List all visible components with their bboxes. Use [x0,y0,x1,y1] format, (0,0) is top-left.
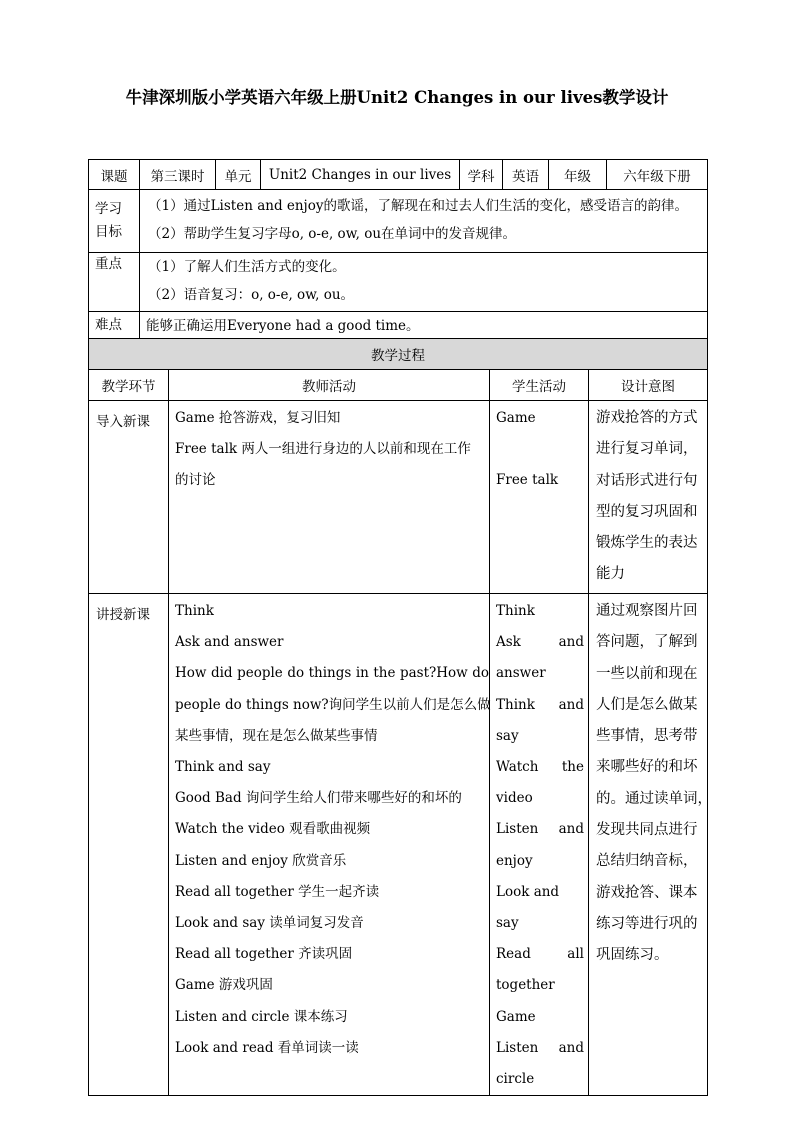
intent-cell [589,401,708,594]
objective-item: （2）帮助学生复习字母o, o-e, ow, ou在单词中的发音规律。 [148,226,517,242]
intent-line: 些事情，思考带 [596,728,698,745]
student-line: Ask and [496,634,584,651]
intent-line: 进行复习单词， [596,441,698,458]
intent-line: 巩固练习。 [596,947,669,964]
unit-label: 单元 [216,160,261,190]
intent-line: 的。通过读单词， [596,790,712,807]
stage-cell: 导入新课 [89,401,169,594]
header-teacher: 教师活动 [169,370,490,401]
teacher-line: Listen and enjoy 欣赏音乐 [175,852,347,869]
process-band-title: 教学过程 [89,339,708,370]
teaching-process-table [88,338,712,1096]
lesson-info-table [88,159,708,342]
header-student: 学生活动 [490,370,589,401]
student-line: circle [496,1071,535,1088]
teacher-activity-cell [169,594,490,1096]
teacher-line: Think and say [175,759,271,776]
teacher-line: Look and read 看单词读一读 [175,1039,359,1056]
student-line: answer [496,665,546,682]
intent-line: 一些以前和现在 [596,665,698,682]
student-line: Watch the [496,759,584,776]
objectives-content [140,190,708,253]
stage-cell: 讲授新课 [89,594,169,1096]
key-points-label [89,253,140,312]
student-line: Game [496,410,536,426]
teacher-line: Listen and circle 课本练习 [175,1008,348,1025]
teacher-line: Read all together 学生一起齐读 [175,883,380,900]
teacher-line: Read all together 齐读巩固 [175,946,353,963]
intent-line: 能力 [596,566,625,583]
table-row [89,401,708,594]
student-line: Free talk [496,472,559,489]
student-line: Think [496,603,535,619]
student-line: Listen and [496,1039,584,1056]
page-title: 牛津深圳版小学英语六年级上册Unit2 Changes in our lives教学设计 [125,88,669,107]
student-line-blank [496,434,584,465]
intent-line: 发现共同点进行 [596,822,698,839]
intent-line: 锻炼学生的表达 [596,535,698,552]
student-line: enjoy [496,852,533,869]
student-line: Game [496,1008,536,1025]
key-point-item: （2）语音复习：o, o-e, ow, ou。 [148,287,355,303]
course-value: 第三课时 [140,160,216,190]
student-activity-cell [490,594,589,1096]
difficulty-content [140,312,708,342]
student-line: Read all [496,946,584,963]
teacher-activity-cell [169,401,490,594]
student-line: video [496,790,533,807]
grade-label: 年级 [549,160,607,190]
teacher-line: Game 抢答游戏，复习旧知 [175,410,341,426]
objective-item: （1）通过Listen and enjoy的歌谣，了解现在和过去人们生活的变化，感受语言的韵律。 [148,198,688,214]
subject-label: 学科 [460,160,503,190]
teacher-line: 某些事情，现在是怎么做某些事情 [175,727,378,744]
student-line: Listen and [496,821,584,838]
teacher-line: Think [175,603,214,619]
intent-line: 游戏抢答、课本 [596,884,698,901]
difficulty-label [89,312,140,342]
difficulty-label-text: 难点 [95,317,122,333]
student-line: together [496,977,555,994]
intent-line: 人们是怎么做某 [596,696,698,713]
objectives-label-line-1: 学习 [95,201,122,217]
intent-line: 对话形式进行句 [596,472,698,489]
intent-line: 总结归纳音标， [596,853,698,870]
header-stage: 教学环节 [89,370,169,401]
student-activity-cell [490,401,589,594]
teacher-line: Good Bad 询问学生给人们带来哪些好的和坏的 [175,790,462,807]
key-point-item: （1）了解人们生活方式的变化。 [148,259,346,275]
student-line: Look and say [496,883,560,932]
teacher-line: 的讨论 [175,472,216,489]
intent-line: 游戏抢答的方式 [596,410,698,426]
course-label: 课题 [89,160,140,190]
intent-cell [589,594,712,1096]
intent-line: 来哪些好的和坏 [596,759,698,776]
difficulty-text: 能够正确运用Everyone had a good time。 [146,318,420,334]
intent-line: 型的复习巩固和 [596,503,698,520]
student-line: Think and [496,696,584,713]
objectives-label-line-2: 目标 [95,224,122,240]
teacher-line: Ask and answer [175,634,284,651]
student-line: say [496,727,519,744]
teacher-line: Watch the video 观看歌曲视频 [175,821,371,838]
key-points-content [140,253,708,312]
teacher-line: Game 游戏巩固 [175,977,273,994]
header-intent: 设计意图 [589,370,708,401]
teacher-line: Look and say 读单词复习发音 [175,915,364,932]
subject-value: 英语 [503,160,549,190]
intent-line: 练习等进行巩的 [596,915,698,932]
table-row [89,594,708,1096]
grade-value: 六年级下册 [607,160,708,190]
intent-line: 答问题，了解到 [596,634,698,651]
teacher-line: Free talk 两人一组进行身边的人以前和现在工作 [175,441,471,458]
teacher-line: How did people do things in the past?How do [175,665,489,682]
unit-value: Unit2 Changes in our lives [261,160,460,190]
objectives-label [89,190,140,253]
key-points-label-text: 重点 [95,256,122,272]
teacher-line: people do things now?询问学生以前人们是怎么做 [175,696,491,713]
intent-line: 通过观察图片回 [596,603,698,619]
